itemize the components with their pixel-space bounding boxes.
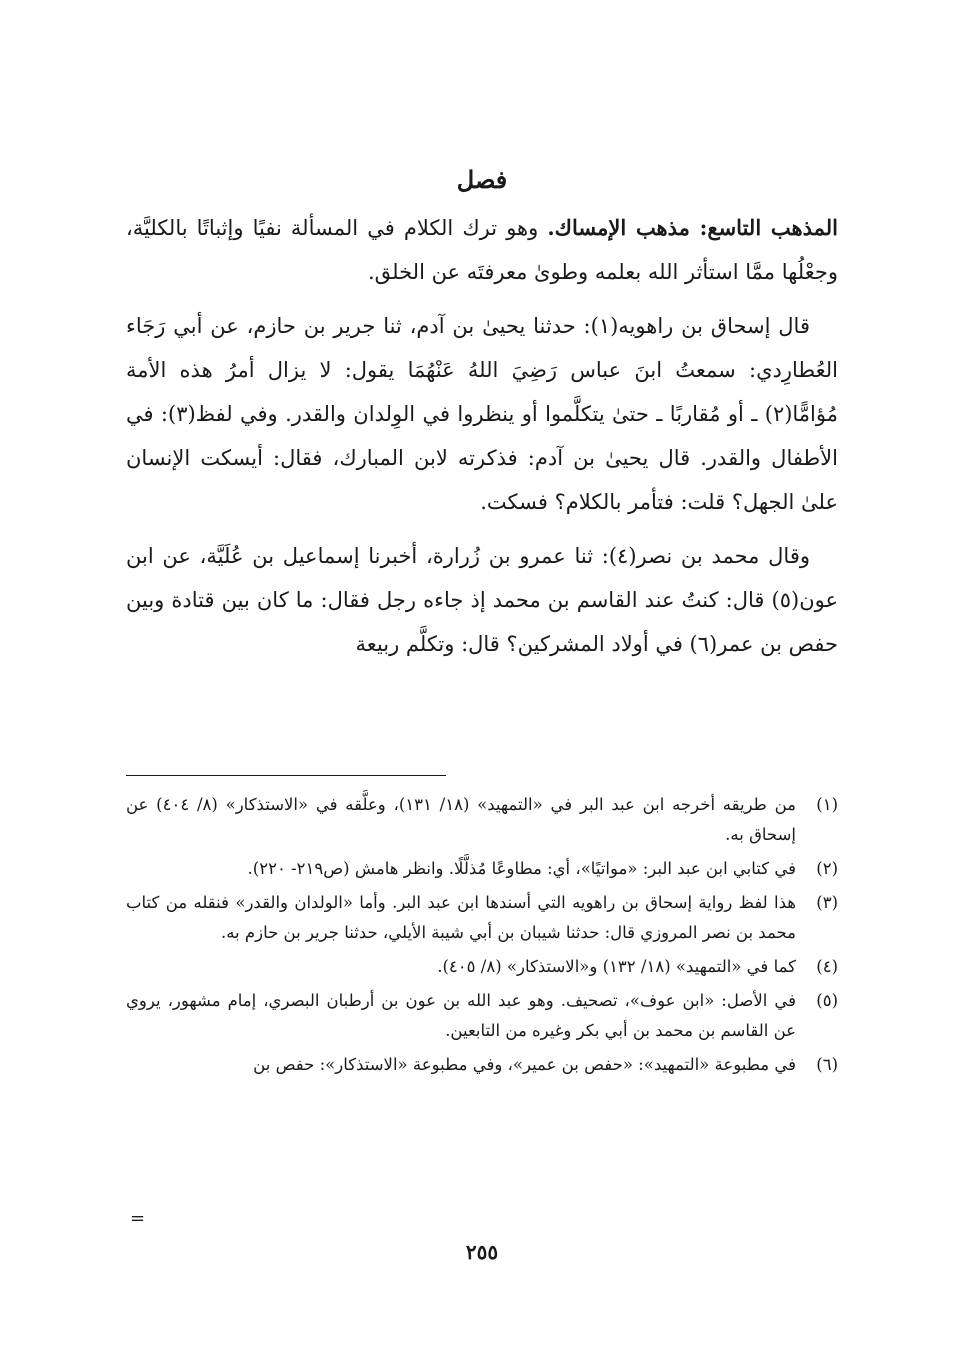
- paragraph-1-lead: المذهب التاسع: مذهب الإمساك.: [547, 215, 838, 240]
- footnote-number: (٥): [816, 991, 838, 1010]
- footnote-2: [126, 854, 838, 884]
- footnote-text: في مطبوعة «التمهيد»: «حفص بن عمير»، وفي مطبوعة «الاستذكار»: حفص بن: [253, 1055, 796, 1074]
- footnote-divider: [126, 775, 446, 776]
- footnote-number: (٤): [816, 957, 838, 976]
- paragraph-1: [126, 206, 838, 294]
- book-page: [126, 160, 838, 1300]
- footnote-1: [126, 790, 838, 850]
- continuation-mark: =: [130, 1208, 146, 1229]
- footnote-number: (٦): [816, 1055, 838, 1074]
- footnote-6: [126, 1050, 838, 1080]
- footnote-text: كما في «التمهيد» (١٨/ ١٣٢) و«الاستذكار» (٨/ ٤٠٥).: [437, 957, 796, 976]
- paragraph-1-text: وهو ترك الكلام في المسألة نفيًا وإثباتًا بالكليَّة، وجعْلُها ممَّا استأثر الله بعلمه وطوىٰ معرفتَه عن الخلق.: [126, 216, 838, 284]
- page-number: ٢٥٥: [465, 1240, 499, 1264]
- footnote-text: من طريقه أخرجه ابن عبد البر في «التمهيد» (١٨/ ١٣١)، وعلَّقه في «الاستذكار» (٨/ ٤٠٤) عن إسحاق به.: [126, 795, 796, 844]
- footnote-text: في الأصل: «ابن عوف»، تصحيف. وهو عبد الله بن عون بن أرطبان البصري، إمام مشهور، يروي عن القاسم بن محمد بن أبي بكر وغيره من التابعين.: [126, 991, 796, 1040]
- footnotes: [126, 790, 838, 1084]
- footnote-number: (١): [816, 795, 838, 814]
- footnote-5: [126, 986, 838, 1046]
- footnote-4: [126, 952, 838, 982]
- paragraph-3: وقال محمد بن نصر(٤): ثنا عمرو بن زُرارة، أخبرنا إسماعيل بن عُلَيَّة، عن ابن عون(٥) قال: كنتُ عند القاسم بن محمد إذ جاءه رجل فقال: ما كان بين قتادة وبين حفص بن عمر(٦) في أولاد المشركين؟ قال: وتكلَّم ربيعة: [126, 544, 838, 656]
- footnote-text: هذا لفظ رواية إسحاق بن راهويه التي أسندها ابن عبد البر. وأما «الولدان والقدر» فنقله من كتاب محمد بن نصر المروزي قال: حدثنا شيبان بن أبي شيبة الأيلي، حدثنا جرير بن حازم به.: [126, 893, 796, 942]
- footnote-number: (٣): [816, 893, 838, 912]
- footnote-3: [126, 888, 838, 948]
- paragraph-2: قال إسحاق بن راهويه(١): حدثنا يحيىٰ بن آدم، ثنا جرير بن حازم، عن أبي رَجَاء العُطارِدي: سمعتُ ابنَ عباس رَضِيَ اللهُ عَنْهُمَا يقول: لا يزال أمرُ هذه الأمة مُؤامًّا(٢) ـ أو مُقاربًا ـ حتىٰ يتكلَّموا أو ينظروا في الوِلدان والقدر. وفي لفظ(٣): في الأطفال والقدر. قال يحيىٰ بن آدم: فذكرته لابن المبارك، فقال: أيسكت الإنسان علىٰ الجهل؟ قلت: فتأمر بالكلام؟ فسكت.: [126, 314, 838, 514]
- footnote-number: (٢): [816, 859, 838, 878]
- section-heading: فصل: [456, 165, 508, 194]
- footnote-text: في كتابي ابن عبد البر: «مواتيًا»، أي: مطاوعًا مُذلَّلًا. وانظر هامش (ص٢١٩- ٢٢٠).: [247, 859, 796, 878]
